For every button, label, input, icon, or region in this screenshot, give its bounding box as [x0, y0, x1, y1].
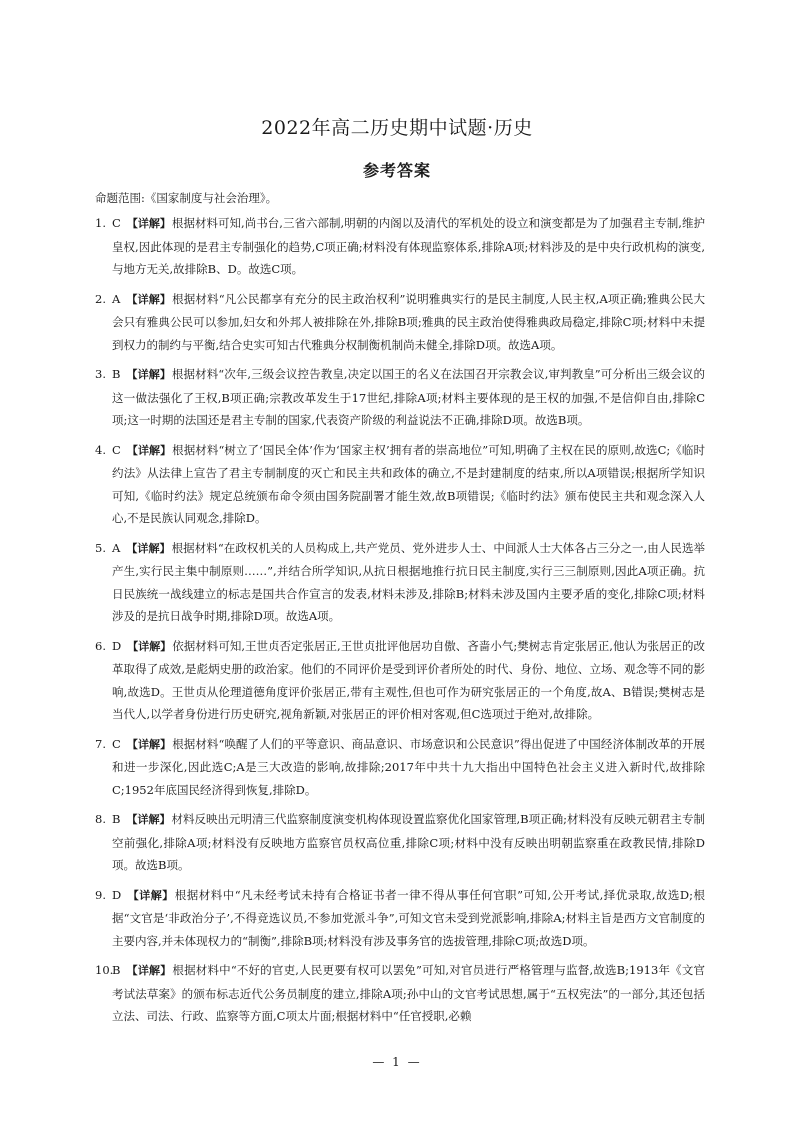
explanation-text: 根据材料中“不好的官吏,人民更要有权可以罢免”可知,对官员进行严格管理与监督,故选B;1913年《文官考试法草案》的颁布标志近代公务员制度的建立,排除A项;孙中山的文官考试思想,属于“五权宪法”的一部分,其还包括立法、司法、行政、监察等方面,C项太片面;根据材料中“任官授职,必赖	[112, 963, 706, 1023]
answer-letter: A	[112, 540, 121, 555]
explanation-text: 材料反映出元明清三代监察制度演变机构体现设置监察优化国家管理,B项正确;材料没有反映元朝君主专制空前强化,排除A项;材料没有反映地方监察官员权高位重,排除C项;材料中没有反映出明朝监察重在政教民情,排除D项。故选B项。	[112, 812, 706, 872]
explanation-tag: 【详解】	[126, 368, 171, 381]
question-number: 5.	[95, 540, 106, 555]
explanation-tag: 【详解】	[126, 813, 171, 826]
answer-item	[95, 288, 705, 357]
question-number: 10.	[95, 963, 114, 977]
explanation-text: 根据材料“在政权机关的人员构成上,共产党员、党外进步人士、中间派人士大体各占三分之一,由人民选举产生,实行民主集中制原则……”,并结合所学知识,从抗日根据地推行抗日民主制度,实行三三制原则,因此A项正确。抗日民族统一战线建立的标志是国共合作宣言的发表,材料未涉及,排除B;材料未涉及国内主要矛盾的变化,排除C项;材料涉及的是抗日战争时期,排除D项。故选A项。	[112, 540, 706, 623]
explanation-tag: 【详解】	[127, 888, 174, 902]
answer-letter: C	[112, 216, 121, 230]
explanation-tag: 【详解】	[127, 639, 172, 653]
answer-item	[95, 363, 705, 432]
answer-item	[95, 537, 705, 628]
answer-letter: D	[112, 887, 122, 902]
answer-item	[95, 808, 705, 877]
answer-letter: C	[112, 442, 121, 457]
page-title: 2022年高二历史期中试题·历史	[261, 117, 533, 139]
answer-letter: B	[112, 812, 121, 826]
answer-letter: D	[112, 638, 122, 653]
explanation-tag: 【详解】	[126, 541, 171, 555]
answer-item	[95, 733, 705, 802]
explanation-text: 依据材料可知,王世贞否定张居正,王世贞批评他居功自傲、吝啬小气;樊树志肯定张居正,他认为张居正的改革取得了成效,是彪炳史册的政治家。他们的不同评价是受到评价者所处的时代、身份、地位、立场、观念等不同的影响,故选D。王世贞从伦理道德角度评价张居正,带有主观性,但也可作为研究张居正的一个角度,故A、B错误;樊树志是当代人,以学者身份进行历史研究,视角新颖,对张居正的评价相对客观,但C选项过于绝对,故排除。	[112, 638, 705, 721]
question-number: 1.	[95, 216, 106, 230]
answer-item	[95, 884, 705, 953]
answer-item	[95, 635, 705, 726]
question-number: 7.	[95, 736, 106, 751]
explanation-tag: 【详解】	[126, 443, 172, 457]
answer-item	[95, 439, 705, 530]
answer-item	[95, 212, 705, 281]
answer-item	[95, 959, 705, 1028]
explanation-tag: 【详解】	[126, 292, 172, 306]
question-number: 4.	[95, 442, 106, 457]
answer-letter: B	[112, 367, 121, 381]
answer-letter: A	[112, 291, 121, 306]
explanation-tag: 【详解】	[126, 217, 171, 230]
exam-scope: 命题范围:《国家制度与社会治理》。	[95, 191, 278, 205]
question-number: 9.	[95, 887, 106, 902]
question-number: 2.	[95, 291, 106, 306]
explanation-text: 根据材料可知,尚书台,三省六部制,明朝的内阁以及清代的军机处的设立和演变都是为了加强君主专制,维护皇权,因此体现的是君主专制强化的趋势,C项正确;材料没有体现监察体系,排除A项;材料涉及的是中央行政机构的演变,与地方无关,故排除B、D。故选C项。	[112, 216, 706, 276]
answer-letter: C	[112, 736, 121, 751]
explanation-tag: 【详解】	[126, 737, 172, 751]
question-number: 3.	[95, 367, 106, 381]
explanation-text: 根据材料“唤醒了人们的平等意识、商品意识、市场意识和公民意识”得出促进了中国经济体制改革的开展和进一步深化,因此选C;A是三大改造的影响,故排除;2017年中共十九大指出中国特色社会主义进入新时代,故排除C;1952年底国民经济得到恢复,排除D。	[112, 736, 705, 797]
question-number: 6.	[95, 638, 106, 653]
explanation-text: 根据材料“次年,三级会议控告教皇,决定以国王的名义在法国召开宗教会议,审判教皇”可分析出三级会议的这一做法强化了王权,B项正确;宗教改革发生于17世纪,排除A项;材料主要体现的是王权的加强,不是信仰自由,排除C项;这一时期的法国还是君主专制的国家,代表资产阶级的利益说法不正确,排除D项。故选B项。	[112, 367, 705, 427]
explanation-text: 根据材料“树立了‘国民全体’作为‘国家主权’拥有者的崇高地位”可知,明确了主权在民的原则,故选C;《临时约法》从法律上宣告了君主专制制度的灭亡和民主共和政体的确立,不是封建制度的结束,所以A项错误;根据所学知识可知,《临时约法》规定总统颁布命令须由国务院副署才能生效,故B项错误;《临时约法》颁布使民主共和观念深入人心,不是民族认同观念,排除D。	[112, 442, 705, 525]
explanation-text: 根据材料“凡公民都享有充分的民主政治权利”说明雅典实行的是民主制度,人民主权,A项正确;雅典公民大会只有雅典公民可以参加,妇女和外邦人被排除在外,排除B项;雅典的民主政治使得雅典政局稳定,排除C项;材料中未提到权力的制约与平衡,结合史实可知古代雅典分权制衡机制尚未健全,排除D项。故选A项。	[112, 291, 705, 352]
question-number: 8.	[95, 812, 106, 826]
explanation-text: 根据材料中“凡未经考试未持有合格证书者一律不得从事任何官职”可知,公开考试,择优录取,故选D;根据“文官是‘非政治分子’,不得竞选议员,不参加党派斗争”,可知文官未受到党派影响,排除A;材料主旨是西方文官制度的主要内容,并未体现权力的“制衡”,排除B项;材料没有涉及事务官的选拔管理,排除C项;故选D项。	[112, 887, 705, 948]
page-number: — 1 —	[372, 1055, 422, 1069]
answer-key-heading: 参考答案	[362, 161, 431, 180]
answer-list	[95, 212, 705, 1035]
answer-letter: B	[112, 963, 121, 977]
explanation-tag: 【详解】	[126, 964, 172, 977]
